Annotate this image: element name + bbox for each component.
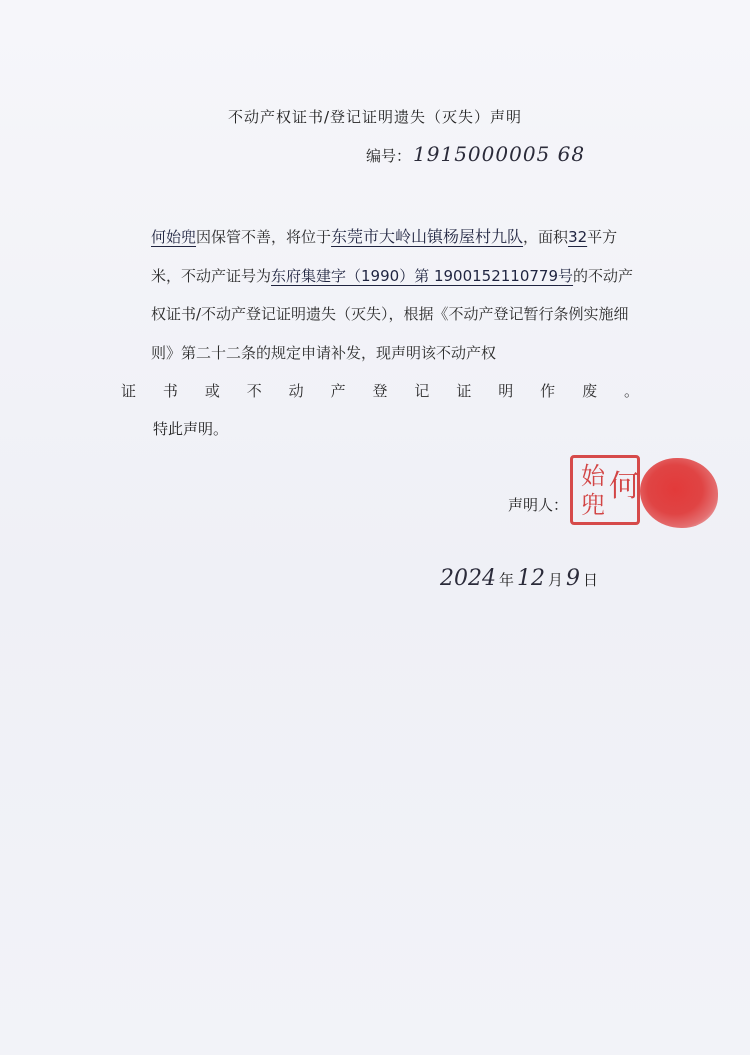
closing-text: 特此声明。 xyxy=(153,420,229,438)
body-text-5: 的不动产权证书/不动产登记证明遗失（灭失），根据《不动产登记暂行条例实施细则》第二十二条的规定申请补发，现声明该不动产权 xyxy=(151,266,634,362)
date-year: 2024 xyxy=(440,566,496,591)
signature-date xyxy=(437,566,598,591)
body-text-2: ，面积 xyxy=(523,228,569,246)
handwritten-number: 1915000005 68 xyxy=(413,142,586,166)
date-year-unit: 年 xyxy=(499,571,515,589)
body-last-line: 证书或不动产登记证明作废。 xyxy=(121,382,639,400)
body-paragraph xyxy=(121,218,639,372)
date-month: 12 xyxy=(517,566,546,591)
name-seal-stamp: 始 兜 何 xyxy=(570,455,640,525)
certificate-number-suffix: 号 xyxy=(558,266,574,285)
declarant-name: 何始兜 xyxy=(151,228,197,246)
certificate-number: 东府集建字（1990）第 1900152110779 xyxy=(271,266,559,285)
declaration-body xyxy=(121,218,639,411)
body-text-1: 因保管不善，将位于 xyxy=(196,228,332,246)
document-number xyxy=(366,142,585,166)
body-text-3: 平方米，不动产证号为 xyxy=(151,228,618,285)
document-title: 不动产权证书/登记证明遗失（灭失）声明 xyxy=(227,108,523,126)
date-day: 9 xyxy=(566,566,581,591)
property-area: 32 xyxy=(568,228,588,246)
date-month-unit: 月 xyxy=(548,571,564,589)
date-day-unit: 日 xyxy=(583,571,599,589)
property-location: 东莞市大岭山镇杨屋村九队 xyxy=(331,227,524,246)
fingerprint-mark xyxy=(640,458,718,528)
signer-label: 声明人： xyxy=(508,496,569,514)
number-label: 编号： xyxy=(366,147,412,165)
